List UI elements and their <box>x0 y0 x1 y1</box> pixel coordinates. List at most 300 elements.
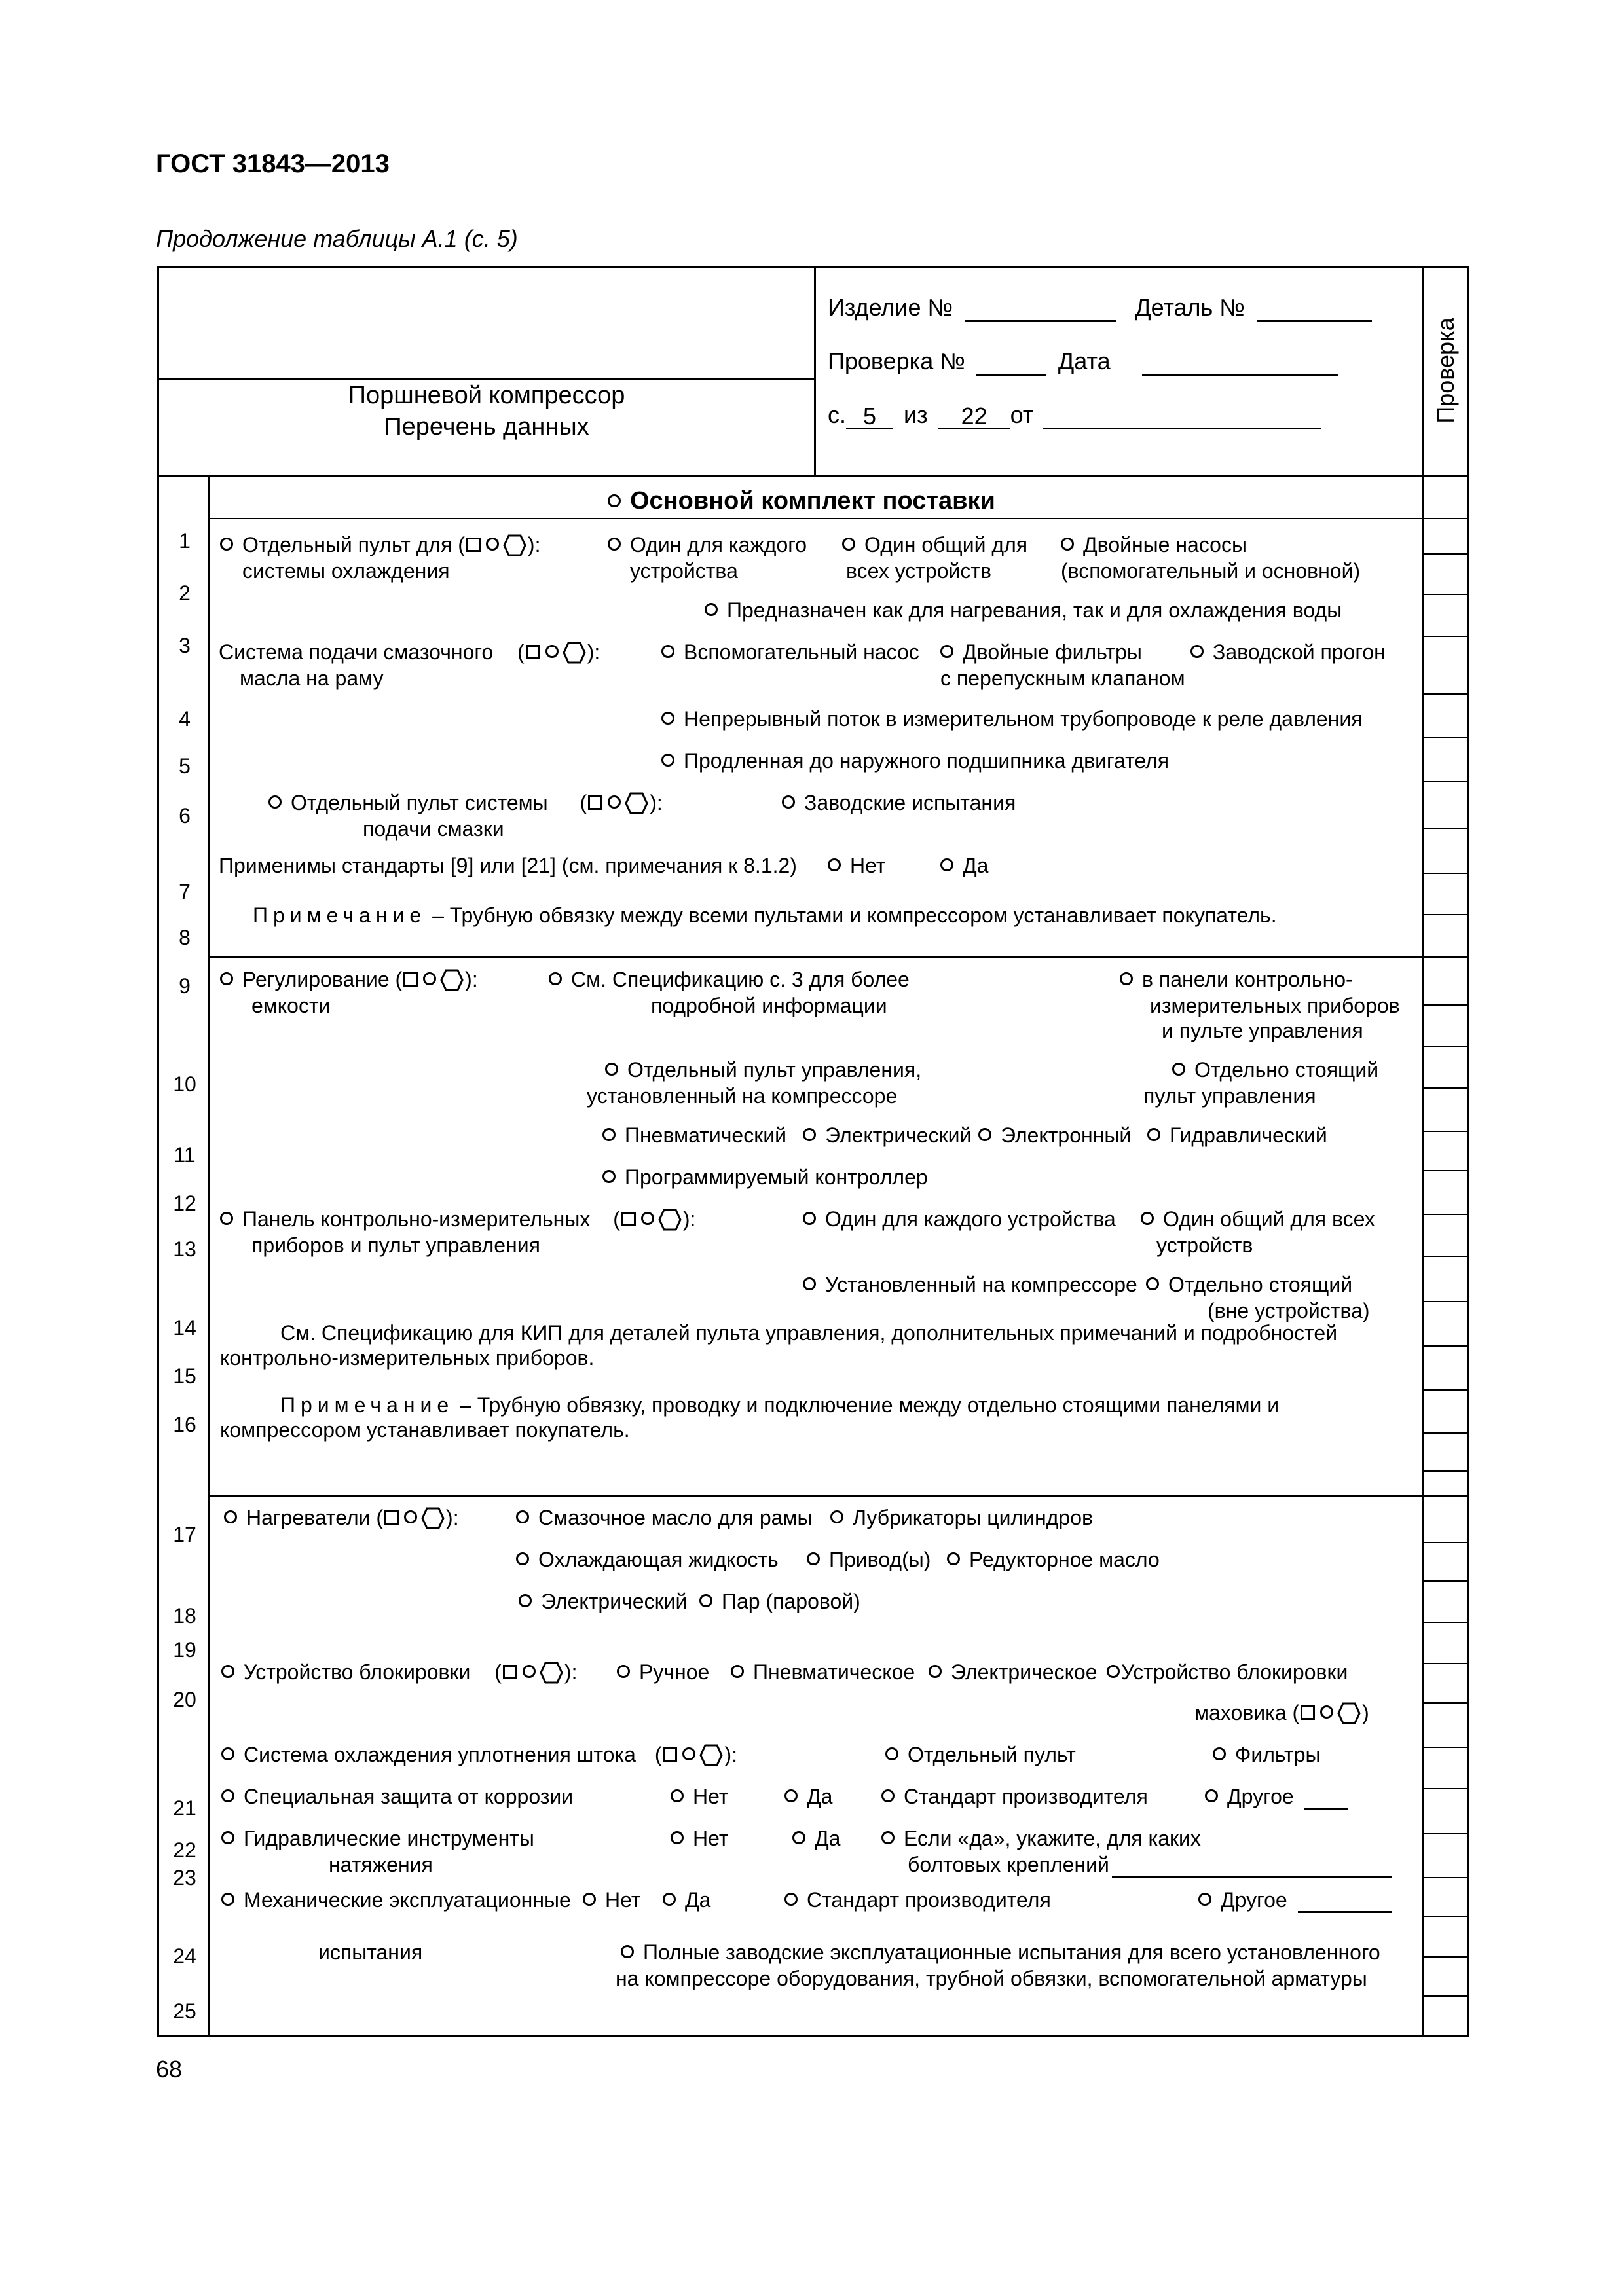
check-number-row <box>828 347 1338 376</box>
option-label: Один общий для всех <box>1163 1207 1375 1231</box>
option-label: Программируемый контроллер <box>625 1165 928 1189</box>
one-common-all-option <box>1141 1206 1375 1232</box>
check-line <box>1422 828 1469 829</box>
row-number: 22 <box>173 1838 196 1862</box>
check-line <box>1422 914 1469 915</box>
hexagon-symbol <box>540 1661 563 1685</box>
hexagon-symbol <box>1337 1702 1361 1725</box>
in-panel-option <box>1120 966 1353 993</box>
electric-option <box>803 1122 971 1148</box>
page-total[interactable]: 22 <box>938 405 1010 429</box>
full-tests-option <box>621 1939 1380 1965</box>
option-label: Смазочное масло для рамы <box>538 1506 813 1529</box>
square-symbol <box>526 645 540 659</box>
check-line <box>1422 1131 1469 1132</box>
mech-no-option <box>583 1887 641 1913</box>
square-symbol <box>466 538 481 552</box>
option-label-cont: на компрессоре оборудования, трубной обвязки, вспомогательной арматуры <box>616 1967 1367 1990</box>
square-symbol <box>621 1212 636 1226</box>
section1-note <box>253 902 1277 928</box>
option-label: Электрический <box>541 1590 688 1613</box>
square-symbol <box>503 1665 517 1679</box>
hexagon-symbol <box>503 534 526 557</box>
check-line <box>1422 1833 1469 1834</box>
row-number: 3 <box>179 634 191 657</box>
circle-symbol <box>682 1747 695 1760</box>
row-number: 9 <box>179 974 191 998</box>
option-label: Электрическое <box>951 1660 1098 1684</box>
bolts-row <box>908 1851 1392 1878</box>
extended-bearing-option <box>661 748 1169 774</box>
option-label: Система подачи смазочного <box>219 640 494 664</box>
radio-option[interactable] <box>220 1212 233 1225</box>
radio-option[interactable] <box>608 538 621 551</box>
option-label: Нагреватели ( <box>246 1506 384 1529</box>
check-line <box>1422 1046 1469 1047</box>
radio-option[interactable] <box>1190 645 1204 658</box>
separate-control-option <box>605 1057 921 1083</box>
option-label: Пневматический <box>625 1123 786 1147</box>
row-number: 1 <box>179 529 191 553</box>
check-line <box>1422 1087 1469 1089</box>
option-label: Непрерывный поток в измерительном трубопроводе к реле давления <box>684 707 1363 731</box>
radio-option[interactable] <box>1061 538 1074 551</box>
hexagon-symbol <box>699 1743 723 1767</box>
radio-option[interactable] <box>929 1665 942 1678</box>
check-line <box>1422 1389 1469 1391</box>
row-number: 13 <box>173 1237 196 1261</box>
option-label: Механические эксплуатационные <box>244 1888 571 1912</box>
mech-other-option <box>1198 1887 1392 1913</box>
check-line <box>1422 1345 1469 1347</box>
radio-option[interactable] <box>803 1128 816 1141</box>
separate-pult-option <box>885 1741 1076 1768</box>
form-title-line2: Перечень данных <box>384 413 589 441</box>
radio-option[interactable] <box>803 1277 816 1290</box>
option-label: Заводской прогон <box>1213 640 1386 664</box>
row-number: 14 <box>173 1316 196 1339</box>
one-common-option <box>842 532 1027 558</box>
corrosion-mfr-std-option <box>881 1783 1148 1810</box>
filters-option <box>1213 1741 1321 1768</box>
radio-option[interactable] <box>519 1594 532 1607</box>
check-line <box>1422 1470 1469 1472</box>
square-symbol <box>663 1747 677 1762</box>
option-label-cont: натяжения <box>329 1853 433 1876</box>
note-label: Примечание <box>280 1393 454 1417</box>
radio-option[interactable] <box>602 1128 616 1141</box>
option-label: Регулирование ( <box>242 968 403 991</box>
radio-option[interactable] <box>661 754 674 767</box>
standards-yes-option <box>940 852 988 879</box>
radio-option[interactable] <box>1120 972 1133 985</box>
check-no-label: Проверка № <box>828 348 965 374</box>
radio-option[interactable] <box>221 1789 234 1802</box>
radio-option[interactable] <box>583 1893 596 1906</box>
radio-option[interactable] <box>516 1510 529 1523</box>
option-label: Панель контрольно-измерительных <box>242 1207 591 1231</box>
check-line <box>1422 1877 1469 1878</box>
option-label: Если «да», укажите, для каких <box>904 1827 1201 1850</box>
radio-option[interactable] <box>881 1831 895 1844</box>
option-label: Продленная до наружного подшипника двигателя <box>684 749 1170 773</box>
option-label: Другое <box>1227 1785 1294 1808</box>
option-label-cont: масла на раму <box>240 666 384 690</box>
detail-no-field[interactable] <box>1257 320 1372 322</box>
section1-title-text: Основной комплект поставки <box>630 487 995 515</box>
option-label: Заводские испытания <box>804 791 1016 814</box>
item-no-field[interactable] <box>965 320 1116 322</box>
note-label: Примечание <box>253 903 427 927</box>
row-number: 23 <box>173 1866 196 1889</box>
check-line <box>1422 594 1469 595</box>
radio-option[interactable] <box>605 1063 618 1076</box>
mech-other-field[interactable] <box>1298 1911 1392 1913</box>
page-of-label: из <box>904 401 928 428</box>
option-label: Да <box>807 1785 833 1808</box>
option-label: Да <box>685 1888 711 1912</box>
lube-system-label: Система подачи смазочного ( ): <box>219 640 600 664</box>
option-label-cont: емкости <box>251 994 331 1017</box>
option-label: Один для каждого устройства <box>825 1207 1116 1231</box>
radio-option[interactable] <box>1205 1789 1218 1802</box>
option-label-cont: всех устройств <box>846 559 992 583</box>
check-line <box>1422 1788 1469 1789</box>
option-label: Отдельный пульт управления, <box>627 1058 922 1082</box>
option-label: Привод(ы) <box>829 1548 931 1571</box>
option-label: Нет <box>850 854 886 877</box>
option-label: Устройство блокировки <box>244 1660 471 1684</box>
row-number: 25 <box>173 1999 196 2023</box>
mounted-option <box>803 1271 1137 1298</box>
pneumatic-lock-option <box>731 1659 915 1685</box>
option-label: Да <box>963 854 989 877</box>
heat-cool-option <box>705 597 1342 623</box>
option-label-cont: подробной информации <box>651 994 887 1017</box>
pneumatic-option <box>602 1122 786 1148</box>
check-line <box>1422 1702 1469 1704</box>
option-label: Отдельный пульт <box>908 1743 1076 1766</box>
note-text: – Трубную обвязку между всеми пультами и компрессором устанавливает покупатель. <box>426 903 1277 927</box>
check-column-divider <box>1422 266 1424 2037</box>
if-yes-option <box>881 1825 1201 1851</box>
option-label: Гидравлические инструменты <box>244 1827 534 1850</box>
check-line <box>1422 1663 1469 1664</box>
circle-symbol <box>641 1212 654 1225</box>
radio-option[interactable] <box>885 1747 898 1760</box>
hexagon-symbol <box>440 968 464 992</box>
option-label-cont: устройства <box>630 559 738 583</box>
row-number: 4 <box>179 707 191 731</box>
radio-option[interactable] <box>699 1594 712 1607</box>
separate-console-option: Отдельный пульт для ( ): <box>220 532 540 558</box>
radio-option[interactable] <box>1198 1893 1211 1906</box>
row-number: 21 <box>173 1796 196 1820</box>
radio-option[interactable] <box>828 858 841 871</box>
row-number: 10 <box>173 1072 196 1096</box>
option-label: Да <box>815 1827 841 1850</box>
section-divider-1 <box>208 956 1469 958</box>
option-label-cont: приборов и пульт управления <box>251 1233 540 1257</box>
frame-oil-option <box>516 1504 812 1531</box>
row-number: 11 <box>174 1143 196 1167</box>
radio-option[interactable] <box>221 1665 234 1678</box>
radio-option[interactable] <box>1172 1063 1185 1076</box>
radio-option[interactable] <box>220 538 233 551</box>
radio-option[interactable] <box>549 972 562 985</box>
continuous-flow-option <box>661 706 1363 732</box>
frame-bottom <box>157 2035 1469 2037</box>
check-line <box>1422 873 1469 874</box>
check-line <box>1422 1256 1469 1257</box>
detail-no-label: Деталь № <box>1135 294 1245 321</box>
radio-option[interactable] <box>1141 1212 1154 1225</box>
tools-no-option <box>671 1825 729 1851</box>
radio-option[interactable] <box>803 1212 816 1225</box>
circle-symbol <box>608 795 621 809</box>
radio-option[interactable] <box>792 1831 805 1844</box>
radio-option[interactable] <box>671 1831 684 1844</box>
check-line <box>1422 1995 1469 1997</box>
hexagon-symbol <box>563 641 586 665</box>
plc-option <box>602 1164 928 1190</box>
option-label: Лубрикаторы цилиндров <box>853 1506 1093 1529</box>
option-label: Стандарт производителя <box>807 1888 1051 1912</box>
radio-option[interactable] <box>661 712 674 725</box>
dual-pumps-option <box>1061 532 1247 558</box>
row-number: 6 <box>179 804 191 828</box>
check-line <box>1422 518 1469 519</box>
option-label: Электрический <box>825 1123 972 1147</box>
check-line <box>1422 693 1469 695</box>
radio-option[interactable] <box>731 1665 744 1678</box>
option-label-cont: подачи смазки <box>363 817 504 841</box>
radio-option[interactable] <box>881 1789 895 1802</box>
option-label: в панели контрольно- <box>1142 968 1353 991</box>
tools-yes-option <box>792 1825 840 1851</box>
radio-option[interactable] <box>978 1128 991 1141</box>
square-symbol <box>384 1510 399 1525</box>
page-number: 68 <box>156 2056 183 2083</box>
option-label: Пневматическое <box>753 1660 915 1684</box>
row-number: 12 <box>173 1192 196 1215</box>
option-label: Нет <box>693 1785 729 1808</box>
radio-option[interactable] <box>671 1789 684 1802</box>
corrosion-option <box>221 1783 573 1810</box>
option-label: Установленный на компрессоре <box>825 1273 1137 1296</box>
option-label: Полные заводские эксплуатационные испытания для всего установленного <box>643 1941 1380 1964</box>
corrosion-yes-option <box>784 1783 832 1810</box>
form-title <box>159 380 814 443</box>
radio-option[interactable] <box>705 603 718 616</box>
radio-option[interactable] <box>221 1831 234 1844</box>
radio-option[interactable] <box>1107 1665 1120 1678</box>
option-label: Отдельно стоящий <box>1168 1273 1353 1296</box>
table-caption: Продолжение таблицы А.1 (с. 5) <box>156 225 518 252</box>
option-label-cont: системы охлаждения <box>242 559 450 583</box>
radio-option[interactable] <box>1213 1747 1226 1760</box>
option-label: Система охлаждения уплотнения штока <box>244 1743 636 1766</box>
page-current[interactable]: 5 <box>846 405 893 429</box>
row-number: 5 <box>179 754 191 778</box>
check-line <box>1422 1214 1469 1215</box>
row-number: 2 <box>179 581 191 605</box>
check-line <box>1422 1747 1469 1748</box>
date-label: Дата <box>1058 348 1111 374</box>
locking-device-option: Устройство блокировки ( ): <box>221 1659 577 1685</box>
radio-option[interactable] <box>807 1552 820 1565</box>
section2-note <box>280 1392 1279 1418</box>
option-label: См. Спецификацию с. 3 для более <box>571 968 910 991</box>
option-label: Нет <box>605 1888 641 1912</box>
see-spec-option <box>549 966 910 993</box>
panel-option: Панель контрольно-измерительных ( ): <box>220 1206 695 1232</box>
radio-option[interactable] <box>221 1893 234 1906</box>
check-line <box>1422 1301 1469 1302</box>
frame-top <box>157 266 1469 268</box>
check-line <box>1422 1542 1469 1543</box>
date-field[interactable] <box>1142 374 1338 376</box>
radio-option[interactable] <box>782 795 795 809</box>
option-label-cont: (вне устройства) <box>1208 1299 1370 1322</box>
option-label: Другое <box>1221 1888 1287 1912</box>
radio-option[interactable] <box>947 1552 960 1565</box>
manual-option <box>617 1659 709 1685</box>
row-number: 17 <box>173 1523 196 1546</box>
cylinder-lubricators-option <box>830 1504 1093 1531</box>
circle-symbol <box>1320 1705 1333 1719</box>
radio-option[interactable] <box>268 795 282 809</box>
check-line <box>1422 737 1469 738</box>
option-label: Устройство блокировки <box>1121 1660 1348 1684</box>
electric-heater-option <box>519 1588 687 1614</box>
mech-yes-option <box>663 1887 710 1913</box>
corrosion-other-option <box>1205 1783 1348 1810</box>
radio-option[interactable] <box>842 538 855 551</box>
radio-option[interactable] <box>663 1893 676 1906</box>
option-label: Специальная защита от коррозии <box>244 1785 574 1808</box>
option-label: Вспомогательный насос <box>684 640 919 664</box>
option-label-cont: (вспомогательный и основной) <box>1061 559 1361 583</box>
check-line <box>1422 1170 1469 1171</box>
steam-option <box>699 1588 860 1614</box>
radio-option[interactable] <box>784 1893 798 1906</box>
standalone-control-option <box>1172 1057 1378 1083</box>
option-label-cont: пульт управления <box>1143 1084 1316 1108</box>
radio-option[interactable] <box>940 645 953 658</box>
hexagon-symbol <box>421 1506 445 1530</box>
aux-pump-option <box>661 639 919 665</box>
hexagon-symbol <box>658 1208 682 1231</box>
option-label: Фильтры <box>1235 1743 1321 1766</box>
radio-option[interactable] <box>1146 1277 1159 1290</box>
row-number: 19 <box>173 1638 196 1662</box>
item-number-row <box>828 293 1372 322</box>
option-label: Электронный <box>1001 1123 1132 1147</box>
flywheel-lock-option <box>1107 1659 1348 1685</box>
radio-option[interactable] <box>516 1552 529 1565</box>
heaters-option: Нагреватели ( ): <box>224 1504 459 1531</box>
check-line <box>1422 1622 1469 1623</box>
section-divider-2 <box>208 1495 1469 1497</box>
hexagon-symbol <box>625 792 648 815</box>
see-kip-text-cont: контрольно-измерительных приборов. <box>220 1346 595 1370</box>
radio-option[interactable] <box>940 858 953 871</box>
corrosion-other-field[interactable] <box>1304 1808 1348 1810</box>
flywheel-label: маховика ( ) <box>1194 1701 1369 1724</box>
circle-symbol <box>486 538 499 551</box>
document-id: ГОСТ 31843—2013 <box>156 149 390 178</box>
row-number: 18 <box>173 1604 196 1628</box>
note-text: – Трубную обвязку, проводку и подключение между отдельно стоящими панелями и <box>454 1393 1280 1417</box>
option-label-cont: измерительных приборов <box>1150 994 1400 1017</box>
radio-option[interactable] <box>224 1510 237 1523</box>
standards-no-option <box>828 852 886 879</box>
radio-option[interactable] <box>221 1747 234 1760</box>
option-label: Пар (паровой) <box>722 1590 860 1613</box>
radio-option[interactable] <box>220 972 233 985</box>
electronic-option <box>978 1122 1131 1148</box>
check-line <box>1422 636 1469 637</box>
radio-option[interactable] <box>608 494 621 507</box>
row-number: 16 <box>173 1413 196 1436</box>
radio-option[interactable] <box>602 1170 616 1183</box>
regulation-option: Регулирование ( ): <box>220 966 478 993</box>
square-symbol <box>1301 1705 1315 1720</box>
option-label: маховика ( <box>1194 1701 1300 1724</box>
coolant-option <box>516 1546 779 1573</box>
header-bottom-line <box>157 475 1469 477</box>
one-per-device-option <box>803 1206 1116 1232</box>
radio-option[interactable] <box>830 1510 843 1523</box>
drive-option <box>807 1546 931 1573</box>
mech-mfr-std-option <box>784 1887 1051 1913</box>
option-label-cont: и пульте управления <box>1162 1019 1363 1042</box>
option-label: Один для каждого <box>630 533 807 556</box>
check-line <box>1422 1956 1469 1958</box>
radio-option[interactable] <box>661 645 674 658</box>
radio-option[interactable] <box>617 1665 630 1678</box>
check-line <box>1422 781 1469 782</box>
option-label: Стандарт производителя <box>904 1785 1148 1808</box>
option-label: Один общий для <box>864 533 1028 556</box>
radio-option[interactable] <box>784 1789 798 1802</box>
form-title-line1: Поршневой компрессор <box>348 382 625 409</box>
check-line <box>1422 1580 1469 1582</box>
check-column-label: Проверка <box>1432 318 1459 424</box>
one-each-option <box>608 532 807 558</box>
row-number: 8 <box>179 926 191 949</box>
mechanical-tests-option <box>221 1887 571 1913</box>
bolts-field[interactable] <box>1112 1876 1392 1878</box>
check-no-field[interactable] <box>976 374 1046 376</box>
option-label: Редукторное масло <box>969 1548 1160 1571</box>
radio-option[interactable] <box>621 1945 634 1958</box>
page-prefix: с. <box>828 401 847 428</box>
see-kip-text: См. Спецификацию для КИП для деталей пульта управления, дополнительных примечаний и подробностей <box>280 1321 1338 1345</box>
electric-lock-option <box>929 1659 1098 1685</box>
corrosion-no-option <box>671 1783 729 1810</box>
option-label: Отдельно стоящий <box>1194 1058 1379 1082</box>
from-field[interactable] <box>1043 428 1321 429</box>
circle-symbol <box>423 972 436 985</box>
radio-option[interactable] <box>1147 1128 1160 1141</box>
frame-right <box>1467 266 1469 2037</box>
hydraulic-tools-option <box>221 1825 534 1851</box>
item-no-label: Изделие № <box>828 294 953 321</box>
option-label-cont: с перепускным клапаном <box>940 666 1185 690</box>
standards-question: Применимы стандарты [9] или [21] (см. примечания к 8.1.2) <box>219 854 797 877</box>
